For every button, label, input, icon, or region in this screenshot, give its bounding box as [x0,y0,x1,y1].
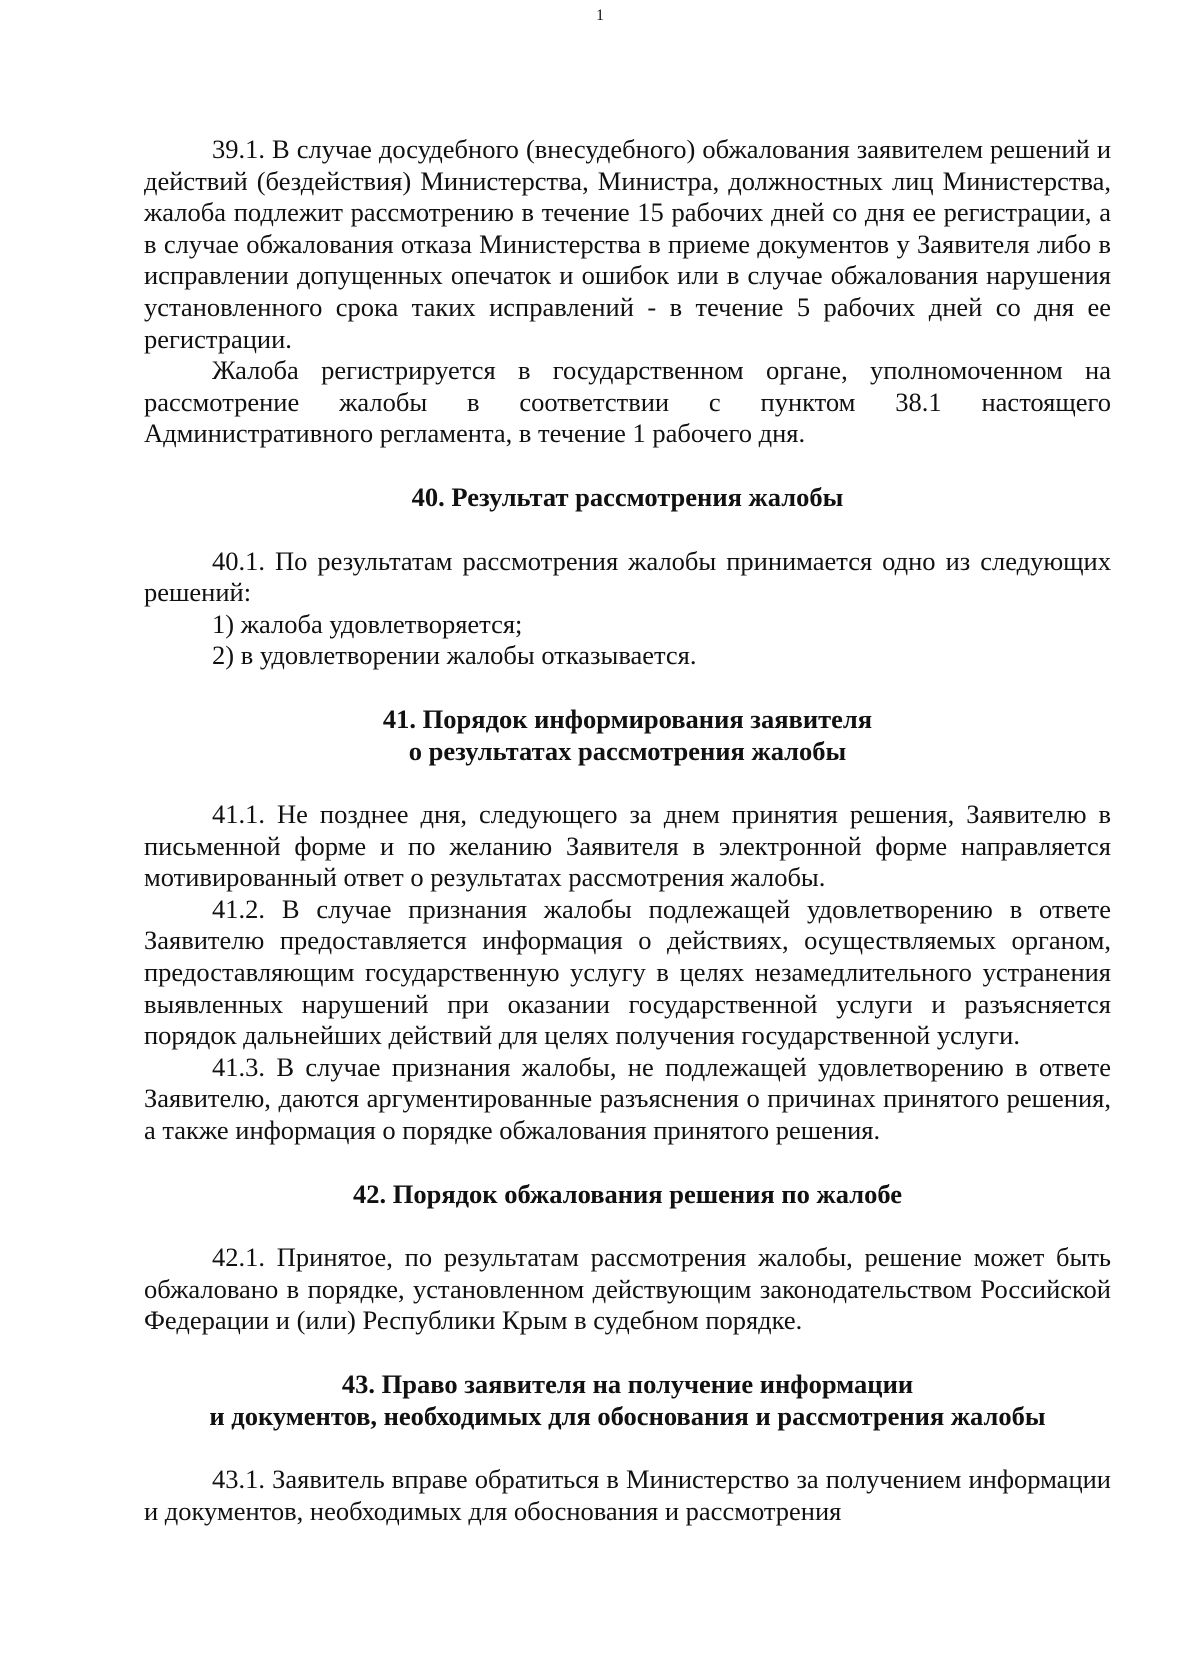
paragraph-41-3: 41.3. В случае признания жалобы, не подлежащей удовлетворению в ответе Заявителю, даются аргументированные разъяснения о причинах принятого решения, а также информация о порядке обжалования принятого решения. [144,1051,1111,1146]
section-heading-40 [144,482,1111,514]
section-heading-42 [144,1179,1111,1211]
section-heading-43-line1: 43. Право заявителя на получение информации [341,1369,914,1399]
list-item-40-2: 2) в удовлетворении жалобы отказывается. [212,640,697,671]
paragraph-39-1: 39.1. В случае досудебного (внесудебного) обжалования заявителем решений и действий (бездействия) Министерства, Министра, должностных лиц Министерства, жалоба подлежит рассмотрению в течение 15 рабочих дней со дня ее регистрации, а в случае обжалования отказа Министерства в приеме документов у Заявителя либо в исправлении допущенных опечаток и ошибок или в случае обжалования нарушения установленного срока таких исправлений - в течение 5 рабочих дней со дня ее регистрации. [144,134,1111,354]
paragraph-39-1-registration: Жалоба регистрируется в государственном органе, уполномоченном на рассмотрение жалобы в соответствии с пунктом 38.1 настоящего Административного регламента, в течение 1 рабочего дня. [144,355,1111,449]
section-heading-41 [144,704,1111,767]
paragraph-41-2: 41.2. В случае признания жалобы подлежащей удовлетворению в ответе Заявителю предоставляется информация о действиях, осуществляемых органом, предоставляющим государственную услугу в целях незамедлительного устранения выявленных нарушений при оказании государственной услуги и разъясняется порядок дальнейших действий для целях получения государственной услуги. [144,893,1111,1051]
section-heading-42-text: 42. Порядок обжалования решения по жалобе [352,1178,903,1209]
section-heading-40-text: 40. Результат рассмотрения жалобы [411,481,844,512]
paragraph-43-1: 43.1. Заявитель вправе обратиться в Министерство за получением информации и документов, необходимых для обоснования и рассмотрения [144,1464,1111,1526]
section-heading-41-line2: о результатах рассмотрения жалобы [408,735,847,766]
paragraph-40-1: 40.1. По результатам рассмотрения жалобы принимается одно из следующих решений: [144,545,1111,608]
section-heading-43-line2: и документов, необходимых для обоснования и рассмотрения жалобы [209,1400,1046,1431]
document-body [144,134,1111,1527]
page-number: 1 [596,7,604,24]
list-item-40-1: 1) жалоба удовлетворяется; [212,608,523,639]
paragraph-42-1: 42.1. Принятое, по результатам рассмотрения жалобы, решение может быть обжаловано в порядке, установленном действующим законодательством Российской Федерации и (или) Республики Крым в судебном порядке. [144,1242,1111,1336]
section-heading-43 [144,1369,1111,1432]
section-heading-41-line1: 41. Порядок информирования заявителя [382,703,873,734]
paragraph-41-1: 41.1. Не позднее дня, следующего за днем принятия решения, Заявителю в письменной форме и по желанию Заявителя в электронной форме направляется мотивированный ответ о результатах рассмотрения жалобы. [144,799,1111,893]
